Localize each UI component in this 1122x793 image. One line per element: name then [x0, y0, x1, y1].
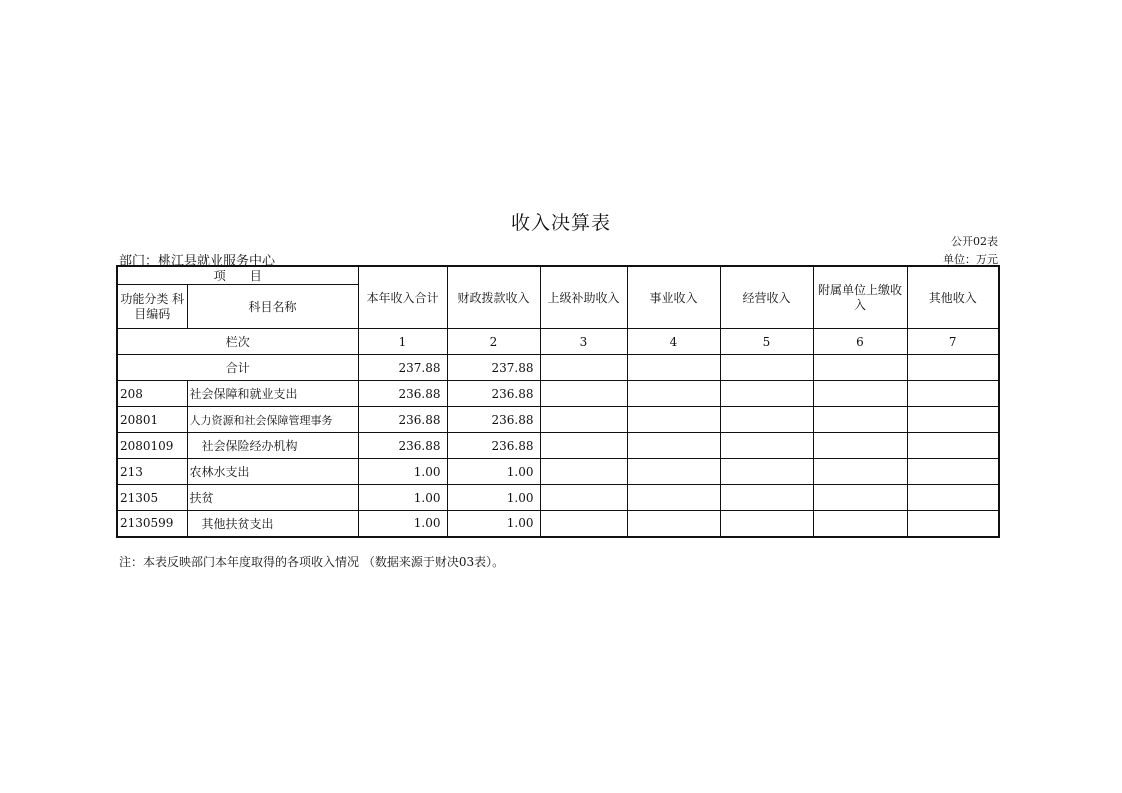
value-cell: 236.88 [358, 381, 447, 407]
line-number: 6 [813, 329, 907, 355]
func-code-cell: 20801 [117, 407, 187, 433]
subject-name-cell: 社会保障和就业支出 [187, 381, 358, 407]
value-cell [907, 433, 999, 459]
value-cell [627, 433, 720, 459]
table-row [117, 407, 999, 433]
value-cell: 236.88 [358, 407, 447, 433]
report-title: 收入决算表 [510, 212, 611, 234]
value-cell: 236.88 [358, 433, 447, 459]
value-cell [627, 407, 720, 433]
income-report-table [116, 265, 1000, 538]
table-row [117, 511, 999, 537]
func-code-cell: 2080109 [117, 433, 187, 459]
value-cell: 1.00 [447, 511, 540, 537]
col-header-6: 附属单位上缴收入 [813, 266, 907, 329]
value-cell: 236.88 [447, 381, 540, 407]
func-code-cell: 21305 [117, 485, 187, 511]
col-header-7: 其他收入 [907, 266, 999, 329]
line-label: 栏次 [117, 329, 358, 355]
value-cell [720, 433, 813, 459]
table-row [117, 485, 999, 511]
item-header: 项 目 [117, 266, 358, 285]
value-cell [540, 511, 627, 537]
value-cell [540, 433, 627, 459]
line-number: 2 [447, 329, 540, 355]
col-header-2: 财政拨款收入 [447, 266, 540, 329]
value-cell [907, 459, 999, 485]
line-number: 4 [627, 329, 720, 355]
value-cell [813, 511, 907, 537]
func-code-cell: 213 [117, 459, 187, 485]
total-value [907, 355, 999, 381]
line-number: 3 [540, 329, 627, 355]
line-number: 5 [720, 329, 813, 355]
subject-name-cell: 社会保险经办机构 [187, 433, 358, 459]
col-header-5: 经营收入 [720, 266, 813, 329]
value-cell: 1.00 [358, 459, 447, 485]
value-cell: 1.00 [358, 511, 447, 537]
subject-name-cell: 其他扶贫支出 [187, 511, 358, 537]
subject-name-cell: 扶贫 [187, 485, 358, 511]
value-cell [540, 485, 627, 511]
value-cell [813, 485, 907, 511]
value-cell: 1.00 [358, 485, 447, 511]
value-cell [540, 381, 627, 407]
value-cell [720, 511, 813, 537]
total-value [540, 355, 627, 381]
value-cell [720, 459, 813, 485]
total-value [627, 355, 720, 381]
value-cell [627, 381, 720, 407]
line-number: 7 [907, 329, 999, 355]
value-cell [627, 511, 720, 537]
value-cell [813, 381, 907, 407]
col-header-3: 上级补助收入 [540, 266, 627, 329]
value-cell [907, 485, 999, 511]
value-cell [813, 459, 907, 485]
func-code-cell: 208 [117, 381, 187, 407]
value-cell: 236.88 [447, 407, 540, 433]
total-value: 237.88 [358, 355, 447, 381]
func-code-header: 功能分类 科目编码 [117, 285, 187, 329]
value-cell [627, 485, 720, 511]
value-cell: 1.00 [447, 485, 540, 511]
subject-name-header: 科目名称 [187, 285, 358, 329]
col-header-1: 本年收入合计 [358, 266, 447, 329]
unit-label: 单位：万元 [943, 253, 998, 266]
total-value: 237.88 [447, 355, 540, 381]
line-number: 1 [358, 329, 447, 355]
value-cell [627, 459, 720, 485]
total-row [117, 355, 999, 381]
footnote: 注：本表反映部门本年度取得的各项收入情况 （数据来源于财决03表）。 [119, 555, 505, 569]
total-value [813, 355, 907, 381]
value-cell: 236.88 [447, 433, 540, 459]
table-row [117, 433, 999, 459]
value-cell [720, 381, 813, 407]
department-label: 部门：桃江县就业服务中心 [119, 254, 276, 269]
value-cell: 1.00 [447, 459, 540, 485]
value-cell [907, 381, 999, 407]
value-cell [720, 407, 813, 433]
form-code: 公开02表 [951, 235, 998, 248]
func-code-cell: 2130599 [117, 511, 187, 537]
value-cell [540, 459, 627, 485]
value-cell [907, 407, 999, 433]
value-cell [907, 511, 999, 537]
value-cell [540, 407, 627, 433]
value-cell [813, 433, 907, 459]
subject-name-cell: 农林水支出 [187, 459, 358, 485]
subject-name-cell: 人力资源和社会保障管理事务 [187, 407, 358, 433]
col-header-4: 事业收入 [627, 266, 720, 329]
value-cell [813, 407, 907, 433]
value-cell [720, 485, 813, 511]
table-row [117, 459, 999, 485]
table-row [117, 381, 999, 407]
total-label: 合计 [117, 355, 358, 381]
total-value [720, 355, 813, 381]
